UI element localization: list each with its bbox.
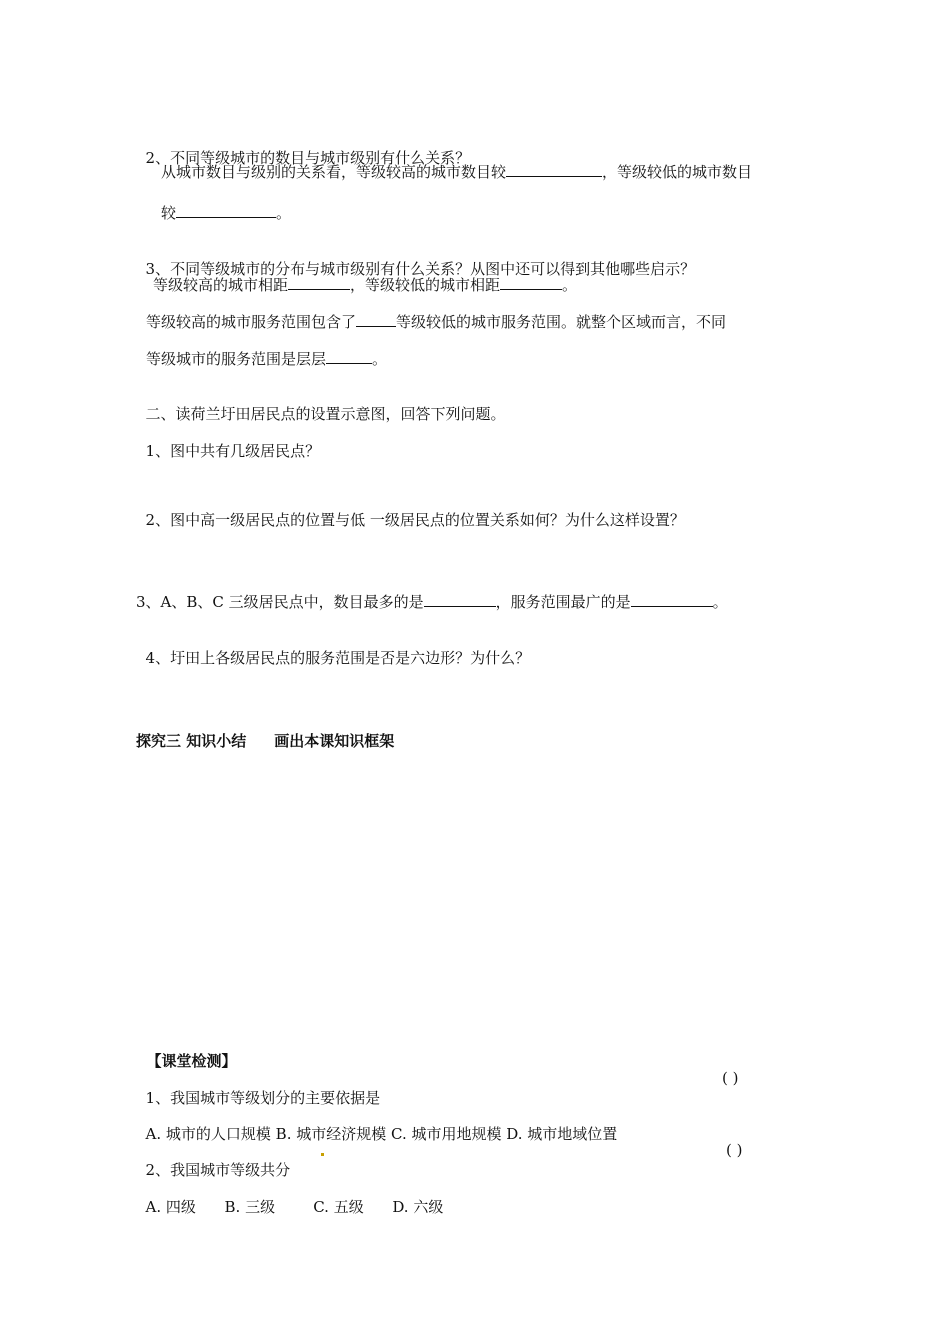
answer-text: 从城市数目与级别的关系看，等级较高的城市数目较 [161, 163, 507, 181]
answer-text: 。 [372, 350, 388, 368]
question-text: 3、A、B、C 三级居民点中，数目最多的是 [136, 593, 424, 611]
question-text: 2、图中高一级居民点的位置与低 一级居民点的位置关系如何？为什么这样设置？ [145, 511, 685, 529]
fill-blank[interactable] [631, 592, 713, 607]
answer-line-q3-2 [146, 312, 726, 332]
options-text: A. 城市的人口规模 B. 城市经济规模 C. 城市用地规模 D. 城市地域位置 [145, 1125, 618, 1143]
section-3-heading-b: 画出本课知识框架 [274, 732, 395, 750]
answer-line-q3-3 [146, 349, 387, 369]
section-3-heading-a: 探究三 知识小结 [136, 732, 247, 750]
section-2-question-2 [136, 490, 685, 530]
decorative-dot [321, 1153, 324, 1156]
check-question-2 [136, 1140, 290, 1180]
section-2-question-4 [136, 628, 530, 668]
answer-line-q2-a [161, 162, 752, 182]
section-title-text: 二、读荷兰圩田居民点的设置示意图，回答下列问题。 [145, 405, 506, 423]
answer-text: 。 [562, 276, 578, 294]
fill-blank[interactable] [500, 275, 562, 290]
answer-text: 等级较高的城市服务范围包含了 [146, 313, 357, 331]
question-text: 4、圩田上各级居民点的服务范围是否是六边形？为什么？ [145, 649, 531, 667]
answer-text: ，等级较低的城市相距 [350, 276, 501, 294]
section-2-title [136, 384, 506, 424]
answer-parentheses[interactable]: ( ) [726, 1141, 743, 1159]
answer-text: ，等级较低的城市数目 [602, 163, 753, 181]
question-text: 1、我国城市等级划分的主要依据是 [145, 1089, 381, 1107]
answer-text: 较 [161, 204, 177, 222]
classroom-check-title [136, 1031, 236, 1071]
options-text: A. 四级 B. 三级 C. 五级 D. 六级 [145, 1198, 444, 1216]
section-3-heading [136, 731, 394, 751]
answer-text: 。 [276, 204, 292, 222]
check-question-1-options [136, 1104, 617, 1144]
question-3-text: 3、不同等级城市的分布与城市级别有什么关系？从图中还可以得到其他哪些启示？ [145, 260, 696, 278]
check-question-1 [136, 1068, 380, 1108]
question-text: ，服务范围最广的是 [495, 593, 631, 611]
fill-blank[interactable] [356, 312, 396, 327]
question-3 [136, 239, 695, 279]
question-text: 1、图中共有几级居民点？ [145, 442, 321, 460]
question-2-text: 2、不同等级城市的数目与城市级别有什么关系？ [145, 149, 471, 167]
check-question-2-options [136, 1177, 443, 1217]
question-text: 2、我国城市等级共分 [145, 1161, 291, 1179]
answer-line-q3-1 [153, 275, 577, 295]
section-2-question-3 [136, 592, 728, 612]
answer-text: 等级较低的城市服务范围。就整个区域而言，不同 [396, 313, 727, 331]
answer-parentheses[interactable]: ( ) [722, 1069, 739, 1087]
question-text: 。 [712, 593, 728, 611]
section-2-question-1 [136, 421, 320, 461]
fill-blank[interactable] [424, 592, 496, 607]
answer-text: 等级城市的服务范围是层层 [146, 350, 327, 368]
answer-line-q2-b [161, 203, 291, 223]
fill-blank[interactable] [326, 349, 372, 364]
fill-blank[interactable] [176, 203, 276, 218]
fill-blank[interactable] [506, 162, 602, 177]
check-title-text: 【课堂检测】 [146, 1052, 237, 1070]
fill-blank[interactable] [288, 275, 350, 290]
answer-text: 等级较高的城市相距 [153, 276, 289, 294]
